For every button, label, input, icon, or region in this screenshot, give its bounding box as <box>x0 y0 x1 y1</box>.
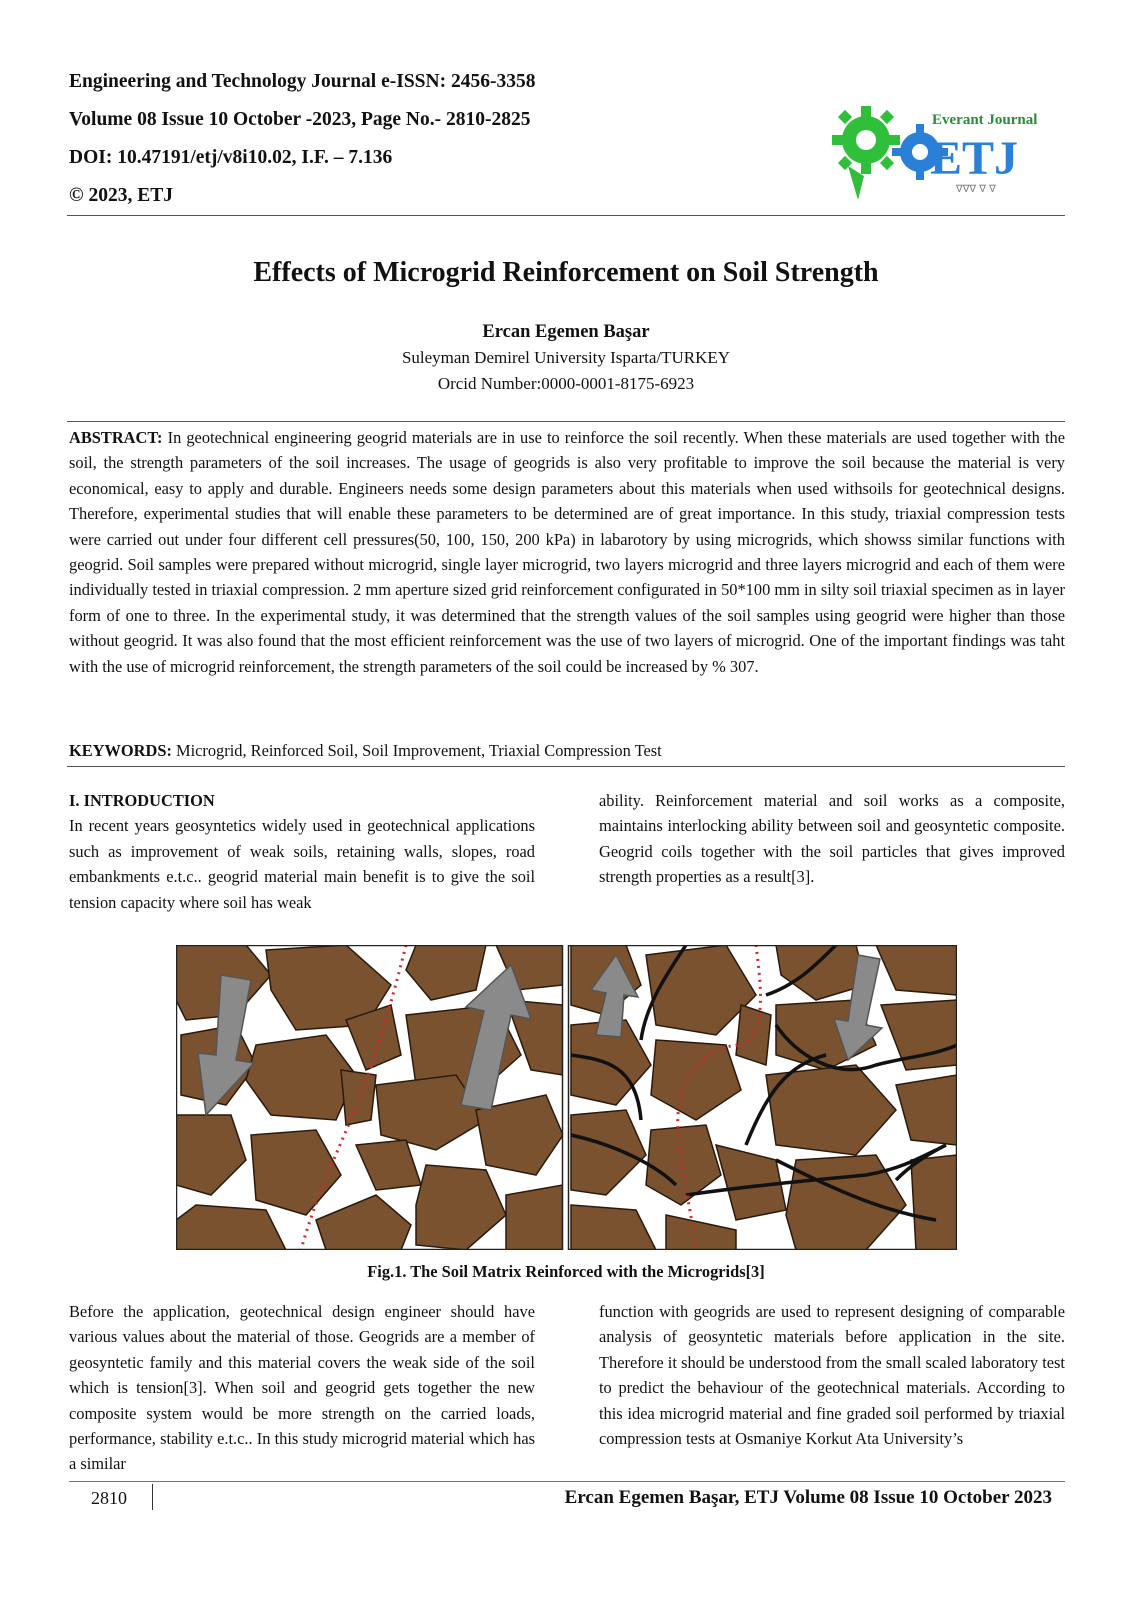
gear-icon <box>832 106 900 200</box>
etj-logo <box>828 96 1042 202</box>
keywords-text: Microgrid, Reinforced Soil, Soil Improvement, Triaxial Compression Test <box>171 741 662 760</box>
paper-title: Effects of Microgrid Reinforcement on Soil Strength <box>253 257 879 288</box>
body-left-column <box>69 1299 535 1477</box>
footer-rule <box>69 1481 1065 1482</box>
abstract-text: In geotechnical engineering geogrid materials are in use to reinforce the soil recently. When these materials are used together with the soil, the strength parameters of the soil increases. The usage of geogrids is also very profitable to improve the soil because the material is very economical, easy to apply and durable. Engineers needs some design parameters about this materials when used withsoils for geotechnical designs. Therefore, experimental studies that will enable these parameters to be determined are of great importance. In this study, triaxial compression tests were carried out under four different cell pressures(50, 100, 150, 200 kPa) in labarotory by using microgrids, which showss similar functions with geogrid. Soil samples were prepared without microgrid, single layer microgrid, two layers microgrid and three layers microgrid and each of them were individually tested in triaxial compression. 2 mm aperture sized grid reinforcement configurated in 50*100 mm in silty soil triaxial specimen as in layer form of one to three. In the experimental study, it was determined that the strength values of the soil samples using geogrid were higher than those without geogrid. It was also found that the most efficient reinforcement was the use of two layers of microgrid. One of the important findings was taht with the use of microgrid reinforcement, the strength parameters of the soil could be increased by % 307. <box>69 428 1065 676</box>
logo-title: ETJ <box>930 132 1019 185</box>
body-paragraph-2-cont: function with geogrids are used to represent designing of comparable analysis of geosyntetic materials before application in the site. Therefore it should be understood from the small scaled laboratory test to predict the behaviour of the geotechnical materials. According to this idea microgrid material and fine graded soil performed by triaxial compression tests at Osmaniye Korkut Ata University’s <box>599 1302 1065 1449</box>
keywords <box>69 740 1065 762</box>
intro-paragraph-1: In recent years geosyntetics widely used in geotechnical applications such as improvement of weak soils, retaining walls, slopes, road embankments e.t.c.. geogrid material main benefit is to give the soil tension capacity where soil has weak <box>69 816 535 912</box>
figure-caption: Fig.1. The Soil Matrix Reinforced with the Microgrids[3] <box>367 1262 765 1281</box>
section-heading: I. INTRODUCTION <box>69 791 215 810</box>
body-paragraph-2: Before the application, geotechnical design engineer should have various values about the material of those. Geogrids are a member of geosyntetic family and this material covers the weak side of the soil which is tension[3]. When soil and geogrid gets together the new composite system would be more strength on the carried loads, performance, stability e.t.c.. In this study microgrid material which has a similar <box>69 1302 535 1474</box>
reinforced-panel <box>568 945 957 1250</box>
logo-tagline: ∇∇∇ ∇ ∇ <box>956 184 996 195</box>
intro-right-column <box>599 788 1065 890</box>
doi-info: DOI: 10.47191/etj/v8i10.02, I.F. – 7.136 <box>69 147 393 168</box>
abstract <box>69 425 1065 679</box>
header-rule <box>67 215 1065 216</box>
intro-left-column <box>69 788 535 915</box>
abstract-label: ABSTRACT: <box>69 428 163 447</box>
body-right-column <box>599 1299 1065 1451</box>
copyright: © 2023, ETJ <box>69 185 173 206</box>
volume-info: Volume 08 Issue 10 October -2023, Page No.- 2810-2825 <box>69 109 531 130</box>
author-affiliation: Suleyman Demirel University Isparta/TURKEY <box>401 348 731 367</box>
keywords-label: KEYWORDS: <box>69 741 172 760</box>
footer-divider <box>152 1484 153 1510</box>
author-orcid: Orcid Number:0000-0001-8175-6923 <box>437 374 695 393</box>
footer-citation: Ercan Egemen Başar, ETJ Volume 08 Issue 10 October 2023 <box>564 1487 1052 1508</box>
intro-paragraph-1-cont: ability. Reinforcement material and soil works as a composite, maintains interlocking ability between soil and geosyntetic composite. Geogrid coils together with the soil particles that gives improved strength properties as a result[3]. <box>599 791 1065 887</box>
logo-subtitle: Everant Journal <box>932 112 1038 128</box>
page-number: 2810 <box>91 1488 127 1508</box>
soil-matrix-figure <box>176 945 957 1250</box>
journal-name: Engineering and Technology Journal e-ISSN: 2456-3358 <box>69 71 536 92</box>
abstract-top-rule <box>67 421 1065 422</box>
author-name: Ercan Egemen Başar <box>482 322 650 342</box>
unreinforced-panel <box>176 945 563 1250</box>
keywords-bottom-rule <box>67 766 1065 767</box>
